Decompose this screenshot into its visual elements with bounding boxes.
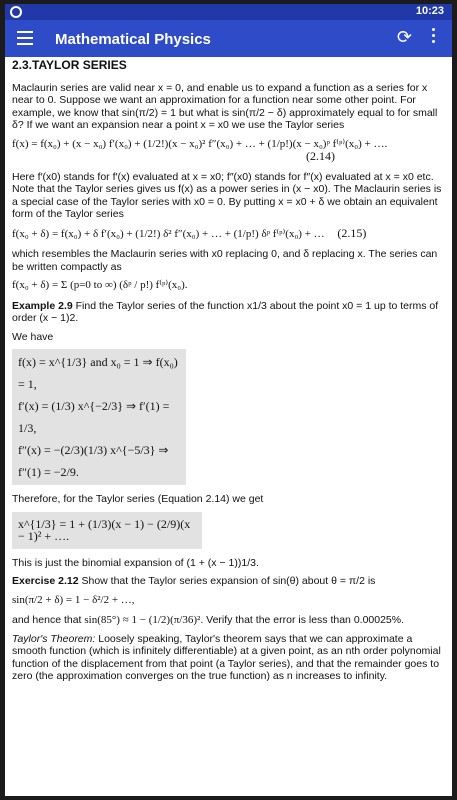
derivation-line: f′(x) = (1/3) x^{−2/3} ⇒ f′(1) = 1/3, — [18, 399, 170, 435]
equation-sin-85: sin(85°) ≈ 1 − (1/2)(π/36)² — [84, 614, 201, 626]
refresh-icon[interactable]: ⟳ — [396, 27, 412, 47]
content-area[interactable] — [5, 57, 452, 796]
we-have-text: We have — [12, 330, 54, 343]
exercise-2-12 — [12, 575, 445, 588]
app-bar — [5, 20, 452, 57]
equation-number-2-14: (2.14) — [306, 149, 335, 163]
paragraph-explanation: Here f′(x0) stands for f′(x) evaluated at x = x0; f″(x0) stands for f″(x) evaluated at x = x0 etc. Note that the Taylor series gives us f(x) as a power series in (x − x0). The Maclaurin series is a special case of the Taylor series with x0 = 0. By putting x = x0 + δ we obtain an equivalent form of the Taylor series — [12, 170, 442, 220]
exercise-text: Show that the Taylor series expansion of sin(θ) about θ = π/2 is — [78, 575, 376, 587]
equation-sin-expansion: sin(π/2 + δ) = 1 − δ²/2 + …, — [12, 593, 135, 606]
example-text: Find the Taylor series of the function x1/3 about the point x0 = 1 up to terms of order (x − 1)2. — [12, 299, 439, 324]
equation-2-14: f(x) = f(x₀) + (x − x₀) f′(x₀) + (1/2!)(x − x₀)² f″(x₀) + … + (1/p!)(x − x₀)ᵖ f⁽ᵖ⁾(x₀) + …. (2.14) — [12, 138, 445, 163]
more-options-icon[interactable] — [432, 28, 436, 46]
derivation-line: f(x) = x^{1/3} and x₀ = 1 ⇒ f(x₀) = 1, — [18, 355, 178, 391]
equation-compact: f(x₀ + δ) = Σ (p=0 to ∞) (δᵖ / p!) f⁽ᵖ⁾(x₀). — [12, 279, 188, 291]
status-bar — [5, 4, 452, 20]
taylor-theorem-text: Loosely speaking, Taylor's theorem says that we can approximate a smooth function (which is infinitely differentiable) at a given point, as an nth order polynomial function of the displacement from that point (a Taylor series), and that the remainder goes to zero (the approximation converges on the true function) as n increases to infinity. — [12, 632, 441, 682]
example-label: Example 2.9 — [12, 299, 73, 312]
taylor-theorem-label: Taylor's Theorem: — [12, 632, 96, 645]
derivation-line: f″(x) = −(2/3)(1/3) x^{−5/3} ⇒ f″(1) = −2/9. — [18, 443, 169, 479]
notification-icon — [10, 6, 22, 18]
paragraph-compact: which resembles the Maclaurin series with x0 replacing 0, and δ replacing x. The series can be written compactly as — [12, 248, 438, 273]
example-derivation-box — [12, 349, 186, 485]
example-2-9 — [12, 300, 445, 325]
menu-icon[interactable] — [17, 31, 33, 45]
binomial-text: This is just the binomial expansion of (1 + (x − 1))1/3. — [12, 556, 259, 569]
exercise-label: Exercise 2.12 — [12, 575, 79, 587]
hence-text: and hence that sin(85°) ≈ 1 − (1/2)(π/36)². Verify that the error is less than 0.00025%. — [12, 614, 405, 626]
equation-2-15: f(x₀ + δ) = f(x₀) + δ f′(x₀) + (1/2!) δ² f″(x₀) + … + (1/p!) δᵖ f⁽ᵖ⁾(x₀) + … (2.15) — [12, 225, 367, 240]
paragraph-intro: Maclaurin series are valid near x = 0, and enable us to expand a function as a series for x near to 0. Suppose we want an approximation for a function near some other point. For example, we know that sin(π/2) = 1 but what is sin(π/2 − δ) approximately equal to for small δ? If we want an expansion near a point x = x0 we use the Taylor series — [12, 81, 438, 131]
clock: 10:23 — [415, 5, 444, 17]
taylor-result-box: x^{1/3} = 1 + (1/3)(x − 1) − (2/9)(x − 1)² + …. — [12, 512, 202, 549]
therefore-text: Therefore, for the Taylor series (Equation 2.14) we get — [12, 493, 264, 505]
taylor-theorem — [12, 633, 445, 683]
section-heading: 2.3.TAYLOR SERIES — [12, 58, 127, 72]
app-title: Mathematical Physics — [55, 31, 211, 48]
equation-number-2-15: (2.15) — [337, 225, 367, 240]
